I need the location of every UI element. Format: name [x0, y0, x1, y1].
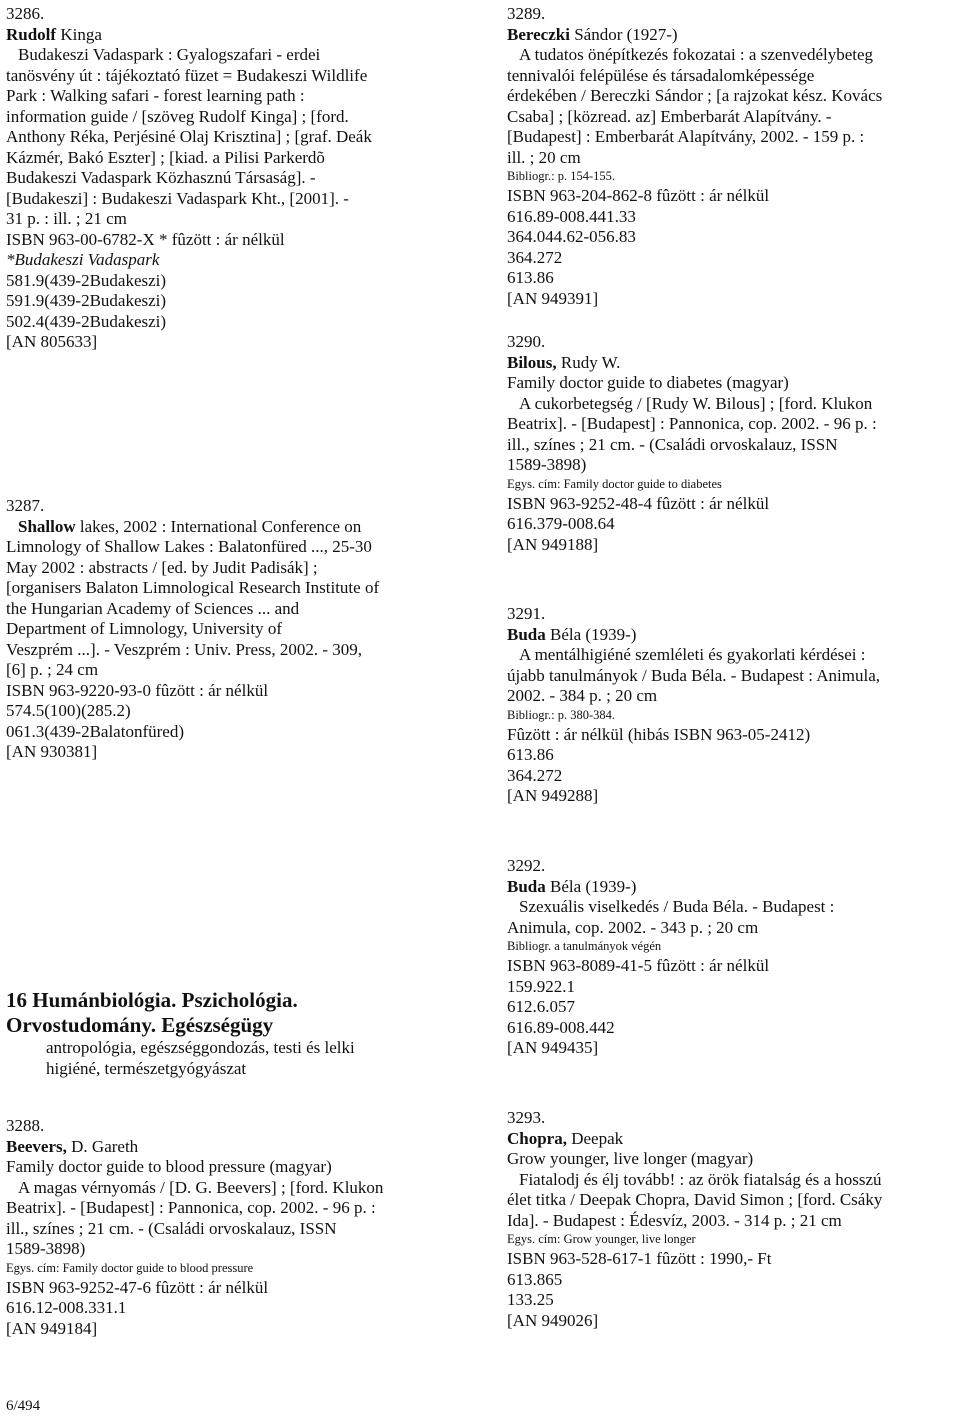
entry-text-line: 1589-3898) [6, 1239, 86, 1258]
entry-text-line: Limnology of Shallow Lakes : Balatonfüred ..., 25-30 [6, 537, 372, 556]
entry-text-line: 31 p. : ill. ; 21 cm [6, 209, 127, 228]
entry-isbn: ISBN 963-9252-47-6 fûzött : ár nélkül [6, 1277, 269, 1297]
entry-author-surname: Rudolf [6, 24, 57, 44]
entry-code: 613.86 [507, 268, 554, 287]
entry-text-line: Kázmér, Bakó Eszter] ; [kiad. a Pilisi Parkerdõ [6, 147, 325, 167]
entry-text-line: A tudatos önépítkezés fokozatai : a szenvedélybeteg [519, 45, 874, 64]
entry-note: Bibliogr. a tanulmányok végén [507, 939, 662, 953]
entry-code: 613.86 [507, 745, 554, 764]
entry-text-line: Department of Limnology, University of [6, 619, 283, 638]
entry-text-line: information guide / [szöveg Rudolf Kinga] ; [ford. [6, 106, 349, 126]
entry-an-number: [AN 949391] [507, 288, 599, 308]
entry-text-line: Veszprém ...]. - Veszprém : Univ. Press, 2002. - 309, [6, 639, 362, 659]
entry-text-line: Ida]. - Budapest : Édesvíz, 2003. - 314 p. ; 21 cm [507, 1210, 842, 1230]
entry-code: 133.25 [507, 1290, 554, 1309]
entry-code: 616.12-008.331.1 [6, 1298, 127, 1317]
entry-text-line: lakes, 2002 : International Conference on [75, 516, 362, 536]
entry-original-title: Family doctor guide to diabetes (magyar) [507, 373, 789, 392]
entry-text-line: ill. ; 20 cm [507, 147, 581, 167]
entry-isbn: ISBN 963-528-617-1 fûzött : 1990,- Ft [507, 1249, 772, 1268]
entry-3289 [507, 4, 960, 309]
entry-text-line: A magas vérnyomás / [D. G. Beevers] ; [ford. Klukon [18, 1177, 384, 1197]
entry-author-surname: Chopra, [507, 1128, 567, 1148]
entry-an-number: [AN 949435] [507, 1038, 599, 1057]
entry-number: 3287. [6, 496, 45, 515]
entry-number: 3293. [507, 1108, 546, 1127]
entry-author-given: Sándor (1927-) [569, 24, 678, 44]
page-number: 6/494 [6, 1398, 41, 1414]
entry-3290 [507, 332, 960, 555]
entry-text-line: Beatrix]. - [Budapest] : Pannonica, cop. 2002. - 96 p. : [6, 1198, 376, 1217]
entry-number: 3292. [507, 856, 546, 875]
entry-number: 3288. [6, 1116, 45, 1135]
entry-code: 616.89-008.441.33 [507, 206, 636, 226]
entry-text-line: [Budakeszi] : Budakeszi Vadaspark Kht., [2001]. - [6, 188, 349, 208]
entry-text-line: the Hungarian Academy of Sciences ... and [6, 598, 300, 618]
section-heading [6, 988, 462, 1079]
entry-text-line: érdekében / Bereczki Sándor ; [a rajzokat kész. Kovács [507, 86, 883, 105]
entry-text-line: ill., színes ; 21 cm. - (Családi orvoskalauz, ISSN [507, 434, 838, 454]
entry-isbn: ISBN 963-9252-48-4 fûzött : ár nélkül [507, 493, 770, 513]
entry-author-given: D. Gareth [66, 1136, 139, 1156]
entry-note: Egys. cím: Grow younger, live longer [507, 1232, 696, 1246]
entry-author-surname: Buda [507, 624, 546, 644]
entry-number: 3286. [6, 4, 45, 23]
entry-code: 581.9(439-2Budakeszi) [6, 270, 167, 290]
entry-isbn: Fûzött : ár nélkül (hibás ISBN 963-05-2412) [507, 724, 811, 744]
entry-original-title: Family doctor guide to blood pressure (magyar) [6, 1157, 332, 1176]
entry-3288 [6, 1116, 462, 1339]
entry-code: 061.3(439-2Balatonfüred) [6, 721, 184, 741]
entry-author-surname: Buda [507, 876, 546, 896]
entry-an-number: [AN 949026] [507, 1310, 599, 1330]
entry-text-line: 1589-3898) [507, 455, 587, 474]
entry-isbn: ISBN 963-204-862-8 fûzött : ár nélkül [507, 186, 770, 205]
entry-number: 3291. [507, 604, 546, 623]
entry-note: Egys. cím: Family doctor guide to blood pressure [6, 1260, 254, 1275]
entry-code: 364.272 [507, 765, 563, 785]
entry-author-surname: Beevers, [6, 1136, 67, 1156]
entry-code: 502.4(439-2Budakeszi) [6, 311, 167, 331]
entry-3287 [6, 496, 462, 763]
entry-text-line: [6] p. ; 24 cm [6, 660, 99, 679]
entry-an-number: [AN 949288] [507, 786, 599, 805]
entry-text-line: Park : Walking safari - forest learning path : [6, 86, 305, 105]
entry-text-line: Fiatalodj és élj tovább! : az örök fiatalság és a hosszú [519, 1169, 882, 1189]
entry-text-line: Beatrix]. - [Budapest] : Pannonica, cop. 2002. - 96 p. : [507, 414, 877, 433]
section-title-line1: 16 Humánbiológia. Pszichológia. [6, 988, 298, 1012]
entry-title-keyword: Shallow [18, 516, 76, 536]
entry-3292 [507, 856, 960, 1059]
entry-author-surname: Bereczki [507, 24, 570, 44]
entry-text-line: A cukorbetegség / [Rudy W. Bilous] ; [ford. Klukon [519, 393, 873, 413]
entry-code: 574.5(100)(285.2) [6, 701, 131, 720]
entry-author-given: Béla (1939-) [545, 624, 637, 644]
entry-note: Bibliogr.: p. 154-155. [507, 169, 615, 183]
entry-an-number: [AN 949188] [507, 534, 599, 554]
entry-3286 [6, 4, 462, 353]
entry-code: 612.6.057 [507, 997, 575, 1016]
entry-author-given: Rudy W. [556, 352, 621, 372]
entry-text-line: Animula, cop. 2002. - 343 p. ; 20 cm [507, 917, 759, 937]
entry-text-line: [Budapest] : Emberbarát Alapítvány, 2002. - 159 p. : [507, 127, 865, 146]
entry-author-given: Deepak [566, 1128, 624, 1148]
entry-text-line: tanösvény út : tájékoztató füzet = Budakeszi Wildlife [6, 65, 368, 85]
entry-number: 3289. [507, 4, 546, 23]
entry-subject: *Budakeszi Vadaspark [6, 250, 160, 269]
entry-author-given: Kinga [56, 24, 102, 44]
entry-isbn: ISBN 963-9220-93-0 fûzött : ár nélkül [6, 680, 269, 700]
entry-code: 591.9(439-2Budakeszi) [6, 291, 167, 310]
entry-text-line: Budakeszi Vadaspark Közhasznú Társaság]. - [6, 168, 316, 187]
entry-text-line: [organisers Balaton Limnological Research Institute of [6, 578, 380, 597]
entry-3293 [507, 1108, 960, 1331]
entry-text-line: Budakeszi Vadaspark : Gyalogszafari - erdei [18, 45, 321, 64]
entry-text-line: Anthony Réka, Perjésiné Olaj Krisztina] ; [graf. Deák [6, 127, 372, 146]
entry-text-line: Csaba] ; [közread. az] Emberbarát Alapítvány. - [507, 106, 832, 126]
entry-an-number: [AN 805633] [6, 332, 98, 351]
entry-author-given: Béla (1939-) [545, 876, 637, 896]
section-subtitle-line1: antropológia, egészséggondozás, testi és lelki [46, 1038, 355, 1057]
entry-code: 616.379-008.64 [507, 514, 615, 533]
entry-3291 [507, 604, 960, 807]
entry-an-number: [AN 949184] [6, 1318, 98, 1338]
entry-code: 364.044.62-056.83 [507, 227, 636, 246]
entry-code: 613.865 [507, 1269, 563, 1289]
entry-text-line: Szexuális viselkedés / Buda Béla. - Budapest : [519, 897, 835, 916]
entry-text-line: élet titka / Deepak Chopra, David Simon ; [ford. Csáky [507, 1190, 883, 1209]
entry-original-title: Grow younger, live longer (magyar) [507, 1149, 754, 1168]
entry-number: 3290. [507, 332, 546, 351]
entry-code: 616.89-008.442 [507, 1017, 615, 1037]
entry-isbn: ISBN 963-00-6782-X * fûzött : ár nélkül [6, 229, 285, 249]
entry-author-surname: Bilous, [507, 352, 557, 372]
entry-code: 364.272 [507, 247, 563, 267]
section-title-line2: Orvostudomány. Egészségügy [6, 1013, 274, 1037]
entry-text-line: 2002. - 384 p. ; 20 cm [507, 686, 658, 705]
entry-isbn: ISBN 963-8089-41-5 fûzött : ár nélkül [507, 956, 770, 975]
entry-text-line: May 2002 : abstracts / [ed. by Judit Padisák] ; [6, 557, 318, 577]
entry-text-line: tennivalói felépülése és társadalomképessége [507, 65, 815, 85]
entry-code: 159.922.1 [507, 976, 575, 996]
entry-note: Egys. cím: Family doctor guide to diabetes [507, 476, 722, 491]
entry-text-line: újabb tanulmányok / Buda Béla. - Budapest : Animula, [507, 665, 880, 685]
entry-an-number: [AN 930381] [6, 742, 98, 761]
entry-text-line: A mentálhigiéné szemléleti és gyakorlati kérdései : [519, 645, 866, 664]
entry-note: Bibliogr.: p. 380-384. [507, 707, 615, 722]
section-subtitle-line2: higiéné, természetgyógyászat [46, 1058, 247, 1078]
entry-text-line: ill., színes ; 21 cm. - (Családi orvoskalauz, ISSN [6, 1218, 337, 1238]
